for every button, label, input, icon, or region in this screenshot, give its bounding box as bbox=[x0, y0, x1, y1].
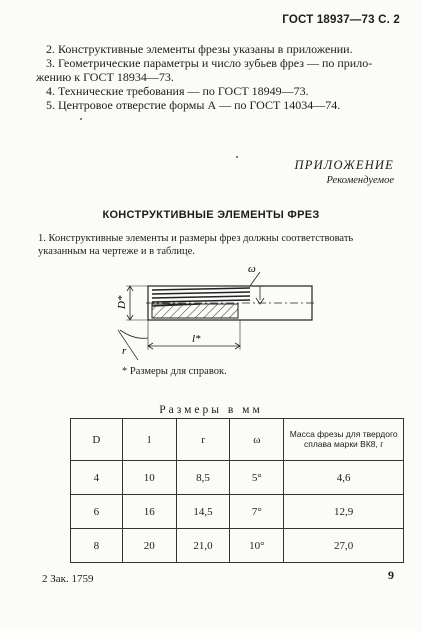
r-callout bbox=[118, 330, 148, 360]
cell-l: 16 bbox=[122, 495, 176, 529]
omega-callout bbox=[248, 263, 264, 304]
cell-d: 6 bbox=[71, 495, 123, 529]
table-row bbox=[71, 529, 404, 563]
cell-l: 10 bbox=[122, 461, 176, 495]
table-title: Размеры в мм bbox=[159, 404, 263, 416]
cell-mass: 12,9 bbox=[284, 495, 404, 529]
cell-d: 8 bbox=[71, 529, 123, 563]
appendix-subtitle: Рекомендуемое bbox=[326, 175, 394, 186]
item-3-line-1: 3. Геометрические параметры и число зубьев фрез — по прило- bbox=[46, 56, 373, 70]
cell-r: 8,5 bbox=[176, 461, 230, 495]
item-2: 2. Конструктивные элементы фрезы указаны в приложении. bbox=[46, 42, 353, 56]
section-title: КОНСТРУКТИВНЫЕ ЭЛЕМЕНТЫ ФРЕЗ bbox=[102, 209, 320, 221]
l-label: l* bbox=[192, 333, 201, 345]
cell-r: 21,0 bbox=[176, 529, 230, 563]
cell-r: 14,5 bbox=[176, 495, 230, 529]
cell-omega: 7° bbox=[230, 495, 284, 529]
header-omega: ω bbox=[230, 419, 284, 461]
header-l: l bbox=[122, 419, 176, 461]
header-mass: Масса фрезы для твердого сплава марки ВК8, г bbox=[284, 419, 404, 461]
l-dimension bbox=[148, 320, 240, 350]
intro-paragraph: 1. Конструктивные элементы и размеры фрез должны соответствовать указанным на чертеже и в таблице. bbox=[38, 233, 354, 257]
requirements-list bbox=[36, 42, 396, 112]
omega-label: ω bbox=[248, 263, 256, 275]
dimensions-table bbox=[70, 418, 404, 563]
header-d: D bbox=[71, 419, 123, 461]
r-label: r bbox=[122, 345, 127, 357]
cell-omega: 5° bbox=[230, 461, 284, 495]
table-header-row bbox=[71, 419, 404, 461]
appendix-block bbox=[295, 158, 394, 186]
cell-omega: 10° bbox=[230, 529, 284, 563]
table-row bbox=[71, 461, 404, 495]
footnote: * Размеры для справок. bbox=[122, 366, 227, 377]
table-row bbox=[71, 495, 404, 529]
scan-speck bbox=[80, 118, 82, 120]
cell-mass: 27,0 bbox=[284, 529, 404, 563]
cell-d: 4 bbox=[71, 461, 123, 495]
d-label: D* bbox=[116, 295, 128, 309]
page-number: 9 bbox=[388, 568, 394, 582]
cutter-drawing bbox=[100, 260, 330, 364]
item-4: 4. Технические требования — по ГОСТ 18949—73. bbox=[46, 84, 309, 98]
header-r: r bbox=[176, 419, 230, 461]
d-dimension bbox=[116, 286, 148, 320]
item-3-line-2: жению к ГОСТ 18934—73. bbox=[36, 70, 174, 84]
appendix-title: ПРИЛОЖЕНИЕ bbox=[294, 158, 394, 172]
cell-mass: 4,6 bbox=[284, 461, 404, 495]
scan-speck bbox=[236, 156, 238, 158]
document-header: ГОСТ 18937—73 С. 2 bbox=[282, 14, 400, 26]
item-5: 5. Центровое отверстие формы А — по ГОСТ 14034—74. bbox=[46, 98, 341, 112]
cell-l: 20 bbox=[122, 529, 176, 563]
order-number: 2 Зак. 1759 bbox=[42, 573, 94, 585]
hatched-insert bbox=[152, 304, 238, 318]
